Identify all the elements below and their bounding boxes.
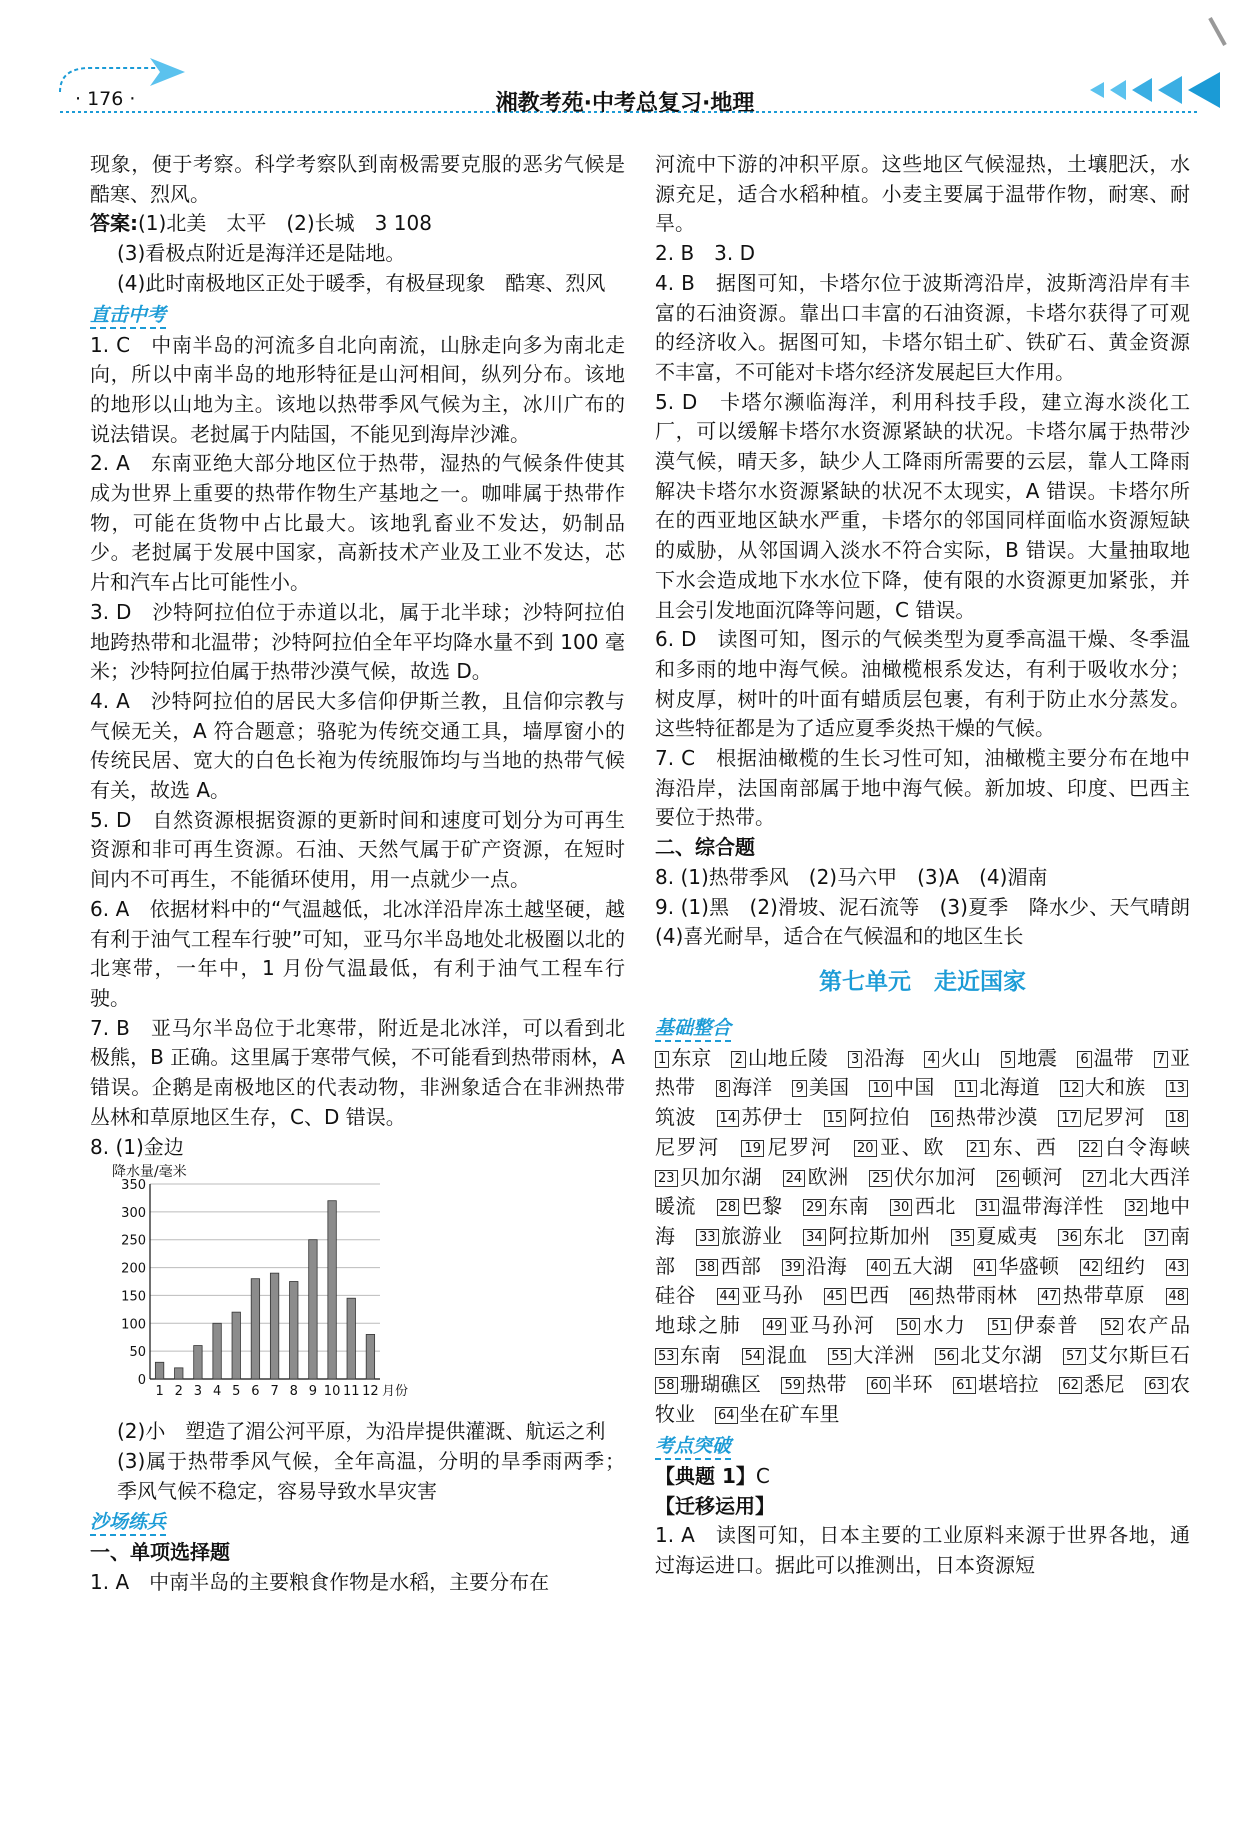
item-number: 23 [655, 1170, 678, 1187]
y-tick-label: 100 [121, 1317, 146, 1333]
item-number: 18 [1166, 1110, 1189, 1127]
fill-blank-item [782, 1254, 868, 1278]
typical-question-label: 【典题 1】 [655, 1463, 756, 1488]
typical-question [655, 1462, 1190, 1492]
item-text: 坐在矿车里 [739, 1402, 840, 1427]
answer-item: 6. A 依据材料中的“气温越低，北冰洋沿岸冻土越坚硬，越有利于油气工程车行驶”可知，亚马尔半岛地处北极圈以北的北寒带，一年中，1 月份气温最低，有利于油气工程车行驶。 [90, 896, 625, 1010]
item-text: 伊泰普 [1012, 1313, 1080, 1338]
bar-month-2 [175, 1368, 183, 1379]
item-number: 4 [924, 1051, 938, 1068]
fill-blank-item [869, 1165, 997, 1189]
bar-month-5 [232, 1312, 240, 1379]
item-text: 地中海 [655, 1194, 1191, 1248]
item-number: 30 [890, 1199, 913, 1216]
answer-item: 7. B 亚马尔半岛位于北寒带，附近是北冰洋，可以看到北极熊，B 正确。这里属于寒带气候，不可能看到热带雨林，A 错误。企鹅是南极地区的代表动物，非洲象适合在非洲热带丛林和草原地区生存，C、D 错误。 [90, 1015, 625, 1129]
item-text: 热带沙漠 [955, 1105, 1038, 1130]
answer-item: 6. D 读图可知，图示的气候类型为夏季高温干燥、冬季温和多雨的地中海气候。油橄榄根系发达，有利于吸收水分；树皮厚，树叶的叶面有蜡质层包裹，有利于防止水分蒸发。这些特征都是为了适应夏季炎热干燥的气候。 [655, 627, 1190, 741]
fill-blank-item [781, 1372, 867, 1396]
answer-item: 2. A 东南亚绝大部分地区位于热带，湿热的气候条件使其成为世界上重要的热带作物生产基地之一。咖啡属于热带作物，可能在货物中占比最大。该地乳畜业不发达，奶制品少。老挝属于发展中国家，高新技术产业及工业不发达，芯片和汽车占比可能性小。 [90, 451, 625, 595]
answer-item: 2. B 3. D [655, 241, 755, 266]
fill-blank-item [1079, 1135, 1210, 1159]
item-text: 大和族 [1084, 1075, 1146, 1100]
fill-blank-item [763, 1313, 897, 1337]
x-tick-label: 5 [232, 1384, 241, 1400]
item-text: 悉尼 [1083, 1372, 1125, 1397]
item-number: 25 [869, 1170, 892, 1187]
item-text: 地震 [1017, 1045, 1058, 1070]
chart-svg [110, 1162, 430, 1417]
answer-item: 9. (1)黑 (2)滑坡、泥石流等 (3)夏季 降水少、天气晴朗 (4)喜光耐旱，适合在气候温和的地区生长 [655, 894, 1210, 949]
fill-blank-item [897, 1313, 988, 1337]
item-number: 2 [731, 1051, 745, 1068]
item-number: 5 [1001, 1051, 1015, 1068]
left-column [90, 150, 625, 1598]
section-title: 基础整合 [655, 1016, 731, 1042]
transfer-application-label: 【迁移运用】 [655, 1493, 775, 1518]
item-number: 19 [741, 1140, 764, 1157]
item-number: 45 [824, 1288, 847, 1305]
item-number: 63 [1145, 1377, 1168, 1394]
item-text: 白令海峡 [1103, 1134, 1191, 1159]
item-text: 农牧业 [655, 1372, 1191, 1427]
item-text: 华盛顿 [998, 1253, 1060, 1278]
item-text: 西部 [720, 1253, 762, 1278]
item-number: 11 [955, 1080, 978, 1097]
item-number: 8 [716, 1080, 730, 1097]
answer-line [90, 209, 625, 239]
section-title: 考点突破 [655, 1434, 731, 1460]
item-text: 沿海 [864, 1045, 905, 1070]
fill-blank-item [1101, 1313, 1210, 1337]
bar-month-3 [194, 1346, 202, 1379]
item-number: 50 [897, 1318, 920, 1335]
x-tick-label: 4 [212, 1384, 222, 1400]
item-number: 53 [655, 1348, 678, 1365]
bar-month-4 [213, 1323, 221, 1379]
y-tick-label: 200 [121, 1261, 146, 1277]
item-text: 亚马孙 [741, 1283, 804, 1308]
item-number: 35 [951, 1229, 974, 1246]
fill-blank-item [742, 1343, 829, 1367]
fill-blank-item [1059, 1372, 1145, 1396]
item-text: 大洋洲 [852, 1342, 915, 1367]
item-text: 水力 [921, 1313, 967, 1338]
item-text: 巴黎 [741, 1194, 783, 1219]
item-text: 北艾尔湖 [959, 1342, 1043, 1367]
item-number: 40 [867, 1259, 890, 1276]
subsection-heading: 一、单项选择题 [90, 1540, 230, 1565]
fill-blank-item [1058, 1105, 1165, 1129]
fill-blank-item [717, 1105, 824, 1129]
x-tick-label: 3 [193, 1384, 203, 1400]
x-tick-label: 9 [308, 1384, 318, 1400]
fill-blank-item [1058, 1224, 1145, 1248]
item-number: 13 [1166, 1080, 1189, 1097]
y-tick-label: 250 [121, 1233, 146, 1249]
item-text: 南部 [655, 1223, 1191, 1278]
y-axis-label: 降水量/毫米 [112, 1164, 187, 1181]
item-number: 22 [1079, 1140, 1102, 1157]
fill-blank-item [988, 1313, 1101, 1337]
x-tick-label: 8 [289, 1384, 298, 1400]
item-number: 41 [974, 1259, 997, 1276]
answer-label: 答案: [90, 211, 138, 236]
fill-blank-item [967, 1135, 1080, 1159]
item-text: 尼罗河 [1082, 1105, 1145, 1130]
item-number: 39 [782, 1259, 805, 1276]
item-text: 旅游业 [720, 1223, 783, 1248]
fill-blank-item [715, 1402, 860, 1426]
fill-blank-item [867, 1254, 973, 1278]
item-text: 夏威夷 [975, 1223, 1038, 1248]
bar-month-10 [328, 1201, 336, 1379]
answer-item: 8. (1)热带季风 (2)马六甲 (3)A (4)湄南 [655, 864, 1048, 889]
item-number: 26 [997, 1170, 1020, 1187]
fill-blank-item [931, 1105, 1059, 1129]
item-number: 64 [715, 1407, 738, 1424]
item-number: 62 [1059, 1377, 1082, 1394]
item-text: 北大西洋暖流 [655, 1164, 1191, 1219]
fill-blank-answers [655, 1044, 1190, 1430]
item-number: 14 [717, 1110, 740, 1127]
item-number: 12 [1060, 1080, 1083, 1097]
item-text: 尼罗河 [655, 1134, 720, 1159]
answer-item: 7. C 根据油橄榄的生长习性可知，油橄榄主要分布在地中海沿岸，法国南部属于地中海气候。新加坡、印度、巴西主要位于热带。 [655, 746, 1190, 830]
item-number: 60 [867, 1377, 890, 1394]
item-text: 亚、欧 [878, 1134, 945, 1159]
y-tick-label: 150 [121, 1289, 146, 1305]
item-number: 1 [655, 1051, 669, 1068]
answer-item: 1. A 读图可知，日本主要的工业原料来源于世界各地，通过海运进口。据此可以推测出，日本资源短 [655, 1523, 1190, 1577]
fill-blank-item [867, 1372, 953, 1396]
fill-blank-item [717, 1194, 804, 1218]
item-number: 52 [1101, 1318, 1124, 1335]
fill-blank-item [951, 1224, 1058, 1248]
item-number: 29 [803, 1199, 826, 1216]
fill-blank-item [655, 1343, 742, 1367]
item-number: 28 [717, 1199, 740, 1216]
item-number: 27 [1083, 1170, 1106, 1187]
text-block: 河流中下游的冲积平原。这些地区气候湿热，土壤肥沃，水源充足，适合水稻种植。小麦主要属于温带作物，耐寒、耐旱。 [655, 152, 1190, 236]
item-text: 巴西 [848, 1283, 890, 1308]
item-text: 温带海洋性 [1000, 1194, 1104, 1219]
item-number: 44 [717, 1288, 740, 1305]
item-number: 33 [696, 1229, 719, 1246]
y-tick-label: 350 [121, 1178, 146, 1194]
typical-question-answer: C [755, 1463, 770, 1488]
answer-item: 4. A 沙特阿拉伯的居民大多信仰伊斯兰教，且信仰宗教与气候无关，A 符合题意；骆驼为传统交通工具，墙厚窗小的传统民居、宽大的白色长袍为传统服饰均与当地的热带气候有关，故选 A。 [90, 688, 625, 803]
fill-blank-item [924, 1046, 1000, 1070]
item-text: 火山 [940, 1045, 981, 1070]
item-number: 49 [763, 1318, 786, 1335]
item-number: 56 [935, 1348, 958, 1365]
item-text: 农产品 [1125, 1313, 1191, 1338]
x-tick-label: 2 [174, 1384, 183, 1400]
item-number: 54 [742, 1348, 765, 1365]
bar-month-1 [155, 1362, 163, 1379]
fill-blank-item [890, 1194, 977, 1218]
item-text: 阿拉伯 [848, 1105, 911, 1130]
fill-blank-item [824, 1283, 911, 1307]
fill-blank-item [741, 1135, 854, 1159]
fill-blank-item [792, 1075, 869, 1099]
fill-blank-item [696, 1224, 803, 1248]
fill-blank-item [976, 1194, 1124, 1218]
unit-title: 第七单元 走近国家 [819, 968, 1026, 995]
bar-month-12 [366, 1335, 374, 1380]
item-text: 阿拉斯加州 [827, 1223, 931, 1248]
fill-blank-item [910, 1283, 1038, 1307]
item-number: 46 [910, 1288, 933, 1305]
section-title: 直击中考 [90, 303, 166, 329]
fill-blank-item [935, 1343, 1063, 1367]
y-tick-label: 50 [129, 1345, 146, 1361]
fill-blank-item [1063, 1343, 1210, 1367]
bar-month-6 [251, 1279, 259, 1379]
item-number: 7 [1154, 1051, 1168, 1068]
item-text: 尼罗河 [765, 1134, 833, 1159]
fill-blank-item [655, 1372, 781, 1396]
item-text: 艾尔斯巨石 [1087, 1342, 1191, 1367]
item-number: 17 [1058, 1110, 1081, 1127]
fill-blank-item [717, 1283, 824, 1307]
item-number: 51 [988, 1318, 1011, 1335]
fill-blank-item [1077, 1046, 1153, 1070]
fill-blank-item [974, 1254, 1080, 1278]
item-text: 东京 [671, 1045, 712, 1070]
item-number: 36 [1058, 1229, 1081, 1246]
answer-item: 3. D 沙特阿拉伯位于赤道以北，属于北半球；沙特阿拉伯地跨热带和北温带；沙特阿拉伯全年平均降水量不到 100 毫米；沙特阿拉伯属于热带沙漠气候，故选 D。 [90, 599, 625, 684]
item-text: 东南 [827, 1194, 870, 1219]
fill-blank-item [655, 1165, 783, 1189]
fill-blank-item [803, 1224, 951, 1248]
item-number: 59 [781, 1377, 804, 1394]
item-text: 硅谷 [655, 1283, 697, 1308]
page-header [0, 0, 1250, 130]
item-text: 热带草原 [1062, 1283, 1145, 1308]
fill-blank-item [997, 1165, 1084, 1189]
item-text: 欧洲 [807, 1164, 849, 1189]
x-tick-label: 11 [342, 1384, 360, 1400]
answer-item: 5. D 卡塔尔濒临海洋，利用科技手段，建立海水淡化工厂，可以缓解卡塔尔水资源紧缺的状况。卡塔尔属于热带沙漠气候，晴天多，缺少人工降雨所需要的云层，靠人工降雨解决卡塔尔水资源紧缺的状况不太现实，A 错误。卡塔尔所在的西亚地区缺水严重，卡塔尔的邻国同样面临水资源短缺的威胁，从邻国调入淡水不符合实际，B 错误。大量抽取地下水会造成地下水水位下降，使有限的水资源更加紧张，并且会引发地面沉降等问题，C 错误。 [655, 389, 1190, 622]
bar-month-7 [270, 1273, 278, 1379]
item-text: 沿海 [806, 1253, 848, 1278]
bar-month-11 [347, 1298, 355, 1379]
item-text: 山地丘陵 [747, 1045, 828, 1070]
fill-blank-item [731, 1046, 848, 1070]
item-text: 东、西 [991, 1134, 1058, 1159]
item-text: 五大湖 [891, 1253, 954, 1278]
item-text: 北海道 [979, 1075, 1040, 1100]
x-axis-label: 月份 [382, 1384, 409, 1400]
item-number: 48 [1166, 1288, 1189, 1305]
fill-blank-item [854, 1135, 967, 1159]
page-header-title: 湘教考苑·中考总复习·地理 [495, 91, 755, 116]
item-number: 55 [828, 1348, 851, 1365]
fill-blank-item [655, 1046, 731, 1070]
item-number: 61 [953, 1377, 976, 1394]
item-text: 热带雨林 [934, 1283, 1018, 1308]
item-number: 21 [967, 1140, 990, 1157]
item-number: 24 [783, 1170, 806, 1187]
precipitation-chart [90, 1162, 625, 1417]
item-text: 筑波 [655, 1105, 697, 1130]
item-text: 亚马孙河 [787, 1313, 876, 1338]
answer-text: (1)北美 太平 (2)长城 3 108 [138, 211, 432, 236]
fill-blank-item [824, 1105, 931, 1129]
item-text: 纽约 [1104, 1253, 1146, 1278]
item-text: 东南 [679, 1342, 722, 1367]
answer-item: 4. B 据图可知，卡塔尔位于波斯湾沿岸，波斯湾沿岸有丰富的石油资源。靠出口丰富的石油资源，卡塔尔获得了可观的经济收入。据图可知，卡塔尔铝土矿、铁矿石、黄金资源不丰富，不可能对卡塔尔经济发展起巨大作用。 [655, 270, 1190, 384]
fill-blank-item [1060, 1075, 1165, 1099]
fill-blank-item [1080, 1254, 1166, 1278]
fill-blank-item [716, 1075, 793, 1099]
subsection-heading: 二、综合题 [655, 835, 755, 860]
item-number: 9 [792, 1080, 806, 1097]
item-number: 20 [854, 1140, 877, 1157]
item-text: 东北 [1082, 1223, 1125, 1248]
text-block: 现象，便于考察。科学考察队到南极需要克服的恶劣气候是酷寒、烈风。 [90, 152, 625, 206]
fill-blank-item [803, 1194, 890, 1218]
item-number: 15 [824, 1110, 847, 1127]
y-tick-label: 0 [137, 1373, 146, 1389]
item-text: 贝加尔湖 [679, 1164, 763, 1189]
item-text: 美国 [808, 1075, 850, 1100]
answer-item: 5. D 自然资源根据资源的更新时间和速度可划分为可再生资源和非可再生资源。石油、天然气属于矿产资源，在短时间内不可再生，不能循环使用，用一点就少一点。 [90, 807, 625, 892]
x-tick-label: 1 [155, 1384, 164, 1400]
item-number: 32 [1125, 1199, 1148, 1216]
fill-blank-item [955, 1075, 1060, 1099]
item-number: 31 [976, 1199, 999, 1216]
fill-blank-item [828, 1343, 935, 1367]
item-number: 38 [696, 1259, 719, 1276]
answer-item: 1. C 中南半岛的河流多自北向南流，山脉走向多为南北走向，所以中南半岛的地形特征是山河相间，纵列分布。该地的地形以山地为主。该地以热带季风气候为主，冰川广布的说法错误。老挝属于内陆国，不能见到海岸沙滩。 [90, 332, 625, 446]
item-text: 海洋 [731, 1075, 773, 1100]
right-column [655, 150, 1210, 1581]
item-number: 34 [803, 1229, 826, 1246]
answer-line: (4)此时南极地区正处于暖季，有极昼现象 酷寒、烈风 [117, 270, 606, 295]
item-number: 10 [869, 1080, 892, 1097]
item-number: 47 [1038, 1288, 1061, 1305]
answer-item: (3)属于热带季风气候，全年高温，分明的旱季雨两季；季风气候不稳定，容易导致水旱灾害 [117, 1448, 625, 1503]
item-number: 57 [1063, 1348, 1086, 1365]
bar-month-9 [309, 1240, 317, 1379]
x-tick-label: 12 [362, 1384, 379, 1400]
item-text: 混血 [766, 1342, 808, 1367]
fill-blank-item [953, 1372, 1059, 1396]
answer-item: 8. (1)金边 [90, 1134, 184, 1159]
x-tick-label: 6 [251, 1384, 260, 1400]
item-text: 苏伊士 [741, 1105, 804, 1130]
y-tick-label: 300 [121, 1206, 146, 1222]
answer-item: 1. A 中南半岛的主要粮食作物是水稻，主要分布在 [90, 1570, 550, 1595]
item-number: 37 [1145, 1229, 1168, 1246]
item-text: 顿河 [1021, 1164, 1063, 1189]
answer-line: (3)看极点附近是海洋还是陆地。 [117, 241, 406, 266]
x-tick-label: 10 [323, 1384, 341, 1400]
item-text: 西北 [914, 1194, 956, 1219]
section-title: 沙场练兵 [90, 1510, 166, 1536]
item-number: 42 [1080, 1259, 1103, 1276]
fill-blank-item [848, 1046, 924, 1070]
bar-month-8 [290, 1282, 298, 1380]
item-text: 半环 [891, 1372, 933, 1397]
item-number: 3 [848, 1051, 862, 1068]
item-text: 地球之肺 [655, 1313, 742, 1338]
item-text: 亚热带 [655, 1045, 1191, 1100]
fill-blank-item [1038, 1283, 1166, 1307]
item-number: 6 [1077, 1051, 1091, 1068]
item-text: 热带 [806, 1372, 847, 1397]
item-text: 中国 [894, 1075, 935, 1100]
fill-blank-item [1001, 1046, 1077, 1070]
item-text: 珊瑚礁区 [679, 1372, 762, 1397]
x-tick-label: 7 [270, 1384, 279, 1400]
item-text: 温带 [1093, 1045, 1134, 1070]
item-number: 16 [931, 1110, 954, 1127]
answer-item: (2)小 塑造了湄公河平原，为沿岸提供灌溉、航运之利 [117, 1419, 606, 1444]
item-text: 堪培拉 [977, 1372, 1040, 1397]
fill-blank-item [696, 1254, 782, 1278]
fill-blank-item [869, 1075, 954, 1099]
item-text: 伏尔加河 [893, 1164, 977, 1189]
item-number: 43 [1166, 1259, 1189, 1276]
fill-blank-item [783, 1165, 870, 1189]
item-number: 58 [655, 1377, 678, 1394]
page-number: · 176 · [75, 88, 136, 110]
